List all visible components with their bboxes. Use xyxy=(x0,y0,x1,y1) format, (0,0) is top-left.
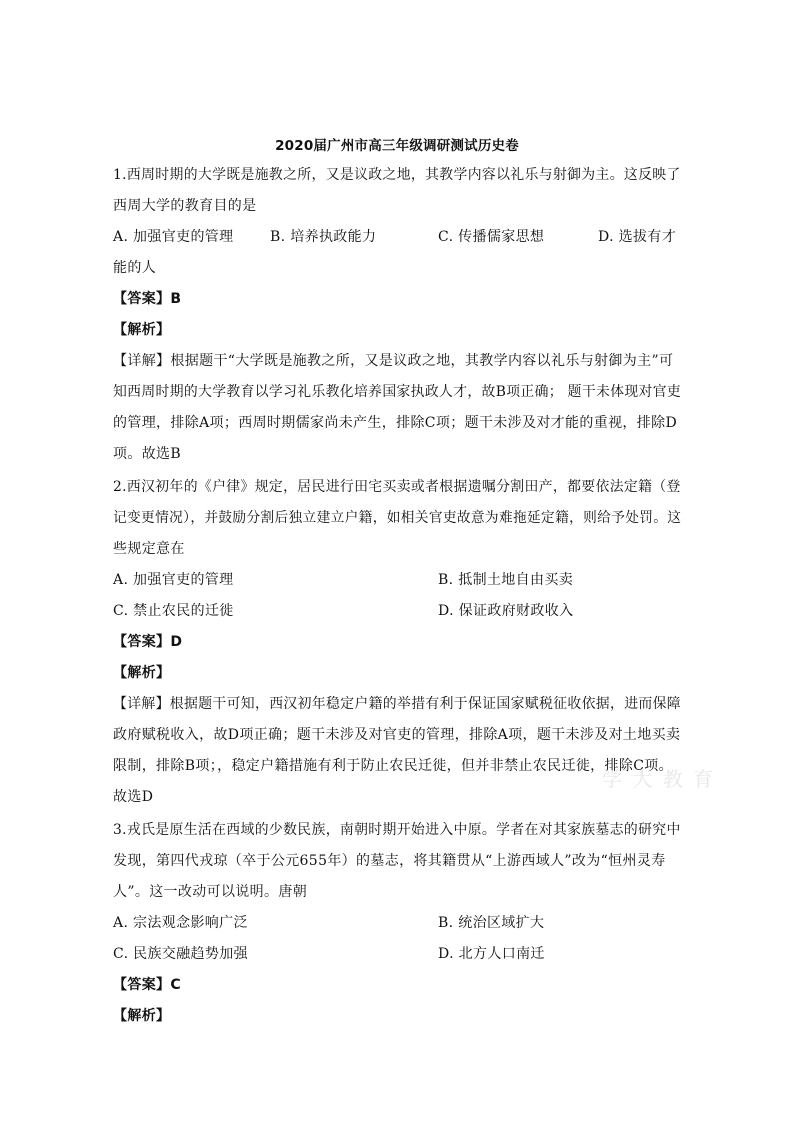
q3-option-c: C. 民族交融趋势加强 xyxy=(113,946,248,962)
q2-stem-line-2: 记变更情况），并鼓励分割后独立建立户籍，如相关官吏故意为难拖延定籍，则给予处罚。这 xyxy=(113,510,682,526)
q1-stem-line-1: 1.西周时期的大学既是施教之所，又是议政之地，其教学内容以礼乐与射御为主。这反映了 xyxy=(113,167,681,183)
q3-stem-line-2: 发现，第四代戎琼（卒于公元655年）的墓志，将其籍贯从“上游西域人”改为“恒州灵寿 xyxy=(113,853,666,869)
q3-option-d: D. 北方人口南迁 xyxy=(438,946,545,962)
watermark-text: 学 大 教 育 xyxy=(602,767,716,791)
q1-analysis-heading: 【解析】 xyxy=(113,322,171,338)
q2-answer: 【答案】D xyxy=(113,634,183,650)
q3-analysis-heading: 【解析】 xyxy=(113,1008,171,1024)
q2-option-b: B. 抵制土地自由买卖 xyxy=(438,572,574,588)
q1-option-c: C. 传播儒家思想 xyxy=(438,229,545,245)
q2-detail-line-3: 限制，排除B项；，稳定户籍措施有利于防止农民迁徙，但并非禁止农民迁徙，排除C项。 xyxy=(113,758,673,774)
document-title: 2020届广州市高三年级调研测试历史卷 xyxy=(275,138,519,154)
q1-option-d: D. 选拔有才 xyxy=(598,229,677,245)
q1-option-a: A. 加强官吏的管理 xyxy=(113,229,234,245)
q1-detail-line-2: 知西周时期的大学教育以学习礼乐教化培养国家执政人才，故B项正确； 题干未体现对官吏 xyxy=(113,384,682,400)
q3-stem-line-1: 3.戎氏是原生活在西域的少数民族，南朝时期开始进入中原。学者在对其家族墓志的研究中 xyxy=(113,822,681,838)
q3-answer: 【答案】C xyxy=(113,977,182,993)
q1-detail-line-3: 的管理，排除A项；西周时期儒家尚未产生，排除C项；题干未涉及对才能的重视，排除D xyxy=(113,415,678,431)
q1-option-b: B. 培养执政能力 xyxy=(270,229,377,245)
q2-option-a: A. 加强官吏的管理 xyxy=(113,572,234,588)
q3-option-b: B. 统治区域扩大 xyxy=(438,915,545,931)
q1-answer: 【答案】B xyxy=(113,291,182,307)
q2-option-c: C. 禁止农民的迁徙 xyxy=(113,603,234,619)
q2-stem-line-3: 些规定意在 xyxy=(113,541,185,557)
q3-option-a: A. 宗法观念影响广泛 xyxy=(113,915,248,931)
q1-detail-line-1: 【详解】根据题干“大学既是施教之所，又是议政之地，其教学内容以礼乐与射御为主”可 xyxy=(113,353,674,369)
q2-option-d: D. 保证政府财政收入 xyxy=(438,603,574,619)
q3-stem-line-3: 人”。这一改动可以说明。唐朝 xyxy=(113,884,308,900)
q2-detail-line-1: 【详解】根据题干可知，西汉初年稳定户籍的举措有利于保证国家赋税征收依据，进而保障 xyxy=(113,696,681,712)
q2-analysis-heading: 【解析】 xyxy=(113,665,171,681)
q2-stem-line-1: 2.西汉初年的《户律》规定，居民进行田宅买卖或者根据遗嘱分割田产，都要依法定籍（登 xyxy=(113,479,681,495)
q1-stem-line-2: 西周大学的教育目的是 xyxy=(113,198,257,214)
q2-detail-line-2: 政府赋税收入，故D项正确；题干未涉及对官吏的管理，排除A项，题干未涉及对土地买卖 xyxy=(113,727,681,743)
q1-detail-line-4: 项。故选B xyxy=(113,446,182,462)
q2-detail-line-4: 故选D xyxy=(113,789,154,805)
q1-option-d-continued: 能的人 xyxy=(113,260,157,276)
